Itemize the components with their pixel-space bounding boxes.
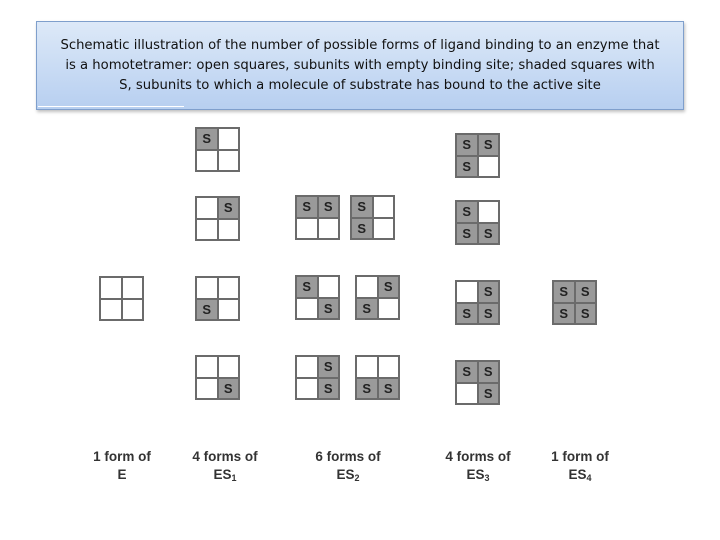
subunit-empty: [456, 383, 478, 405]
subunit-empty: [218, 219, 240, 241]
tetramer-es2-3: [295, 275, 340, 320]
subunit-bound: S: [296, 276, 318, 298]
subunit-empty: [378, 298, 400, 320]
subunit-bound: S: [575, 303, 597, 325]
subunit-empty: [196, 356, 218, 378]
subunit-bound: S: [196, 299, 218, 321]
subunit-bound: S: [478, 223, 500, 245]
tetramer-es1-3: [195, 276, 240, 321]
label-species-subscript: 2: [354, 473, 360, 483]
label-es3: [423, 448, 533, 487]
label-species-subscript: 4: [586, 473, 592, 483]
caption-box: [36, 21, 684, 110]
label-es1: [170, 448, 280, 487]
subunit-bound: S: [478, 361, 500, 383]
subunit-bound: S: [575, 281, 597, 303]
label-forms-count: 1 form of: [551, 449, 609, 464]
subunit-empty: [296, 298, 318, 320]
label-species: E: [117, 467, 127, 482]
label-species-subscript: 1: [231, 473, 237, 483]
subunit-empty: [100, 277, 122, 299]
label-e: [67, 448, 177, 484]
subunit-empty: [318, 218, 340, 240]
subunit-bound: S: [456, 303, 478, 325]
tetramer-es2-2: [350, 195, 395, 240]
tetramer-es4-1: [552, 280, 597, 325]
subunit-empty: [296, 356, 318, 378]
subunit-bound: S: [378, 378, 400, 400]
subunit-empty: [218, 150, 240, 172]
caption-text: Schematic illustration of the number of possible forms of ligand binding to an enzyme that is a homotetramer: open squares, subunits with empty binding site; shaded squares with S, subunits to which a molecule of substrate has bound to the active site: [60, 37, 660, 93]
tetramer-e-1: [99, 276, 144, 321]
label-species-subscript: 3: [484, 473, 490, 483]
label-forms-count: 4 forms of: [192, 449, 258, 464]
subunit-empty: [356, 276, 378, 298]
label-species: $ES_3$: [466, 467, 490, 483]
subunit-bound: S: [478, 281, 500, 303]
subunit-empty: [218, 299, 240, 321]
subunit-bound: S: [356, 378, 378, 400]
subunit-bound: S: [218, 378, 240, 400]
subunit-bound: S: [553, 303, 575, 325]
label-es4: [525, 448, 635, 487]
tetramer-es3-1: [455, 133, 500, 178]
subunit-empty: [122, 277, 144, 299]
subunit-empty: [196, 277, 218, 299]
subunit-bound: S: [456, 361, 478, 383]
tetramer-es1-1: [195, 127, 240, 172]
subunit-empty: [196, 378, 218, 400]
tetramer-es3-3: [455, 280, 500, 325]
subunit-bound: S: [378, 276, 400, 298]
subunit-bound: S: [478, 134, 500, 156]
tetramer-es3-4: [455, 360, 500, 405]
subunit-empty: [196, 150, 218, 172]
tetramer-es2-1: [295, 195, 340, 240]
subunit-bound: S: [196, 128, 218, 150]
subunit-bound: S: [318, 298, 340, 320]
subunit-bound: S: [356, 298, 378, 320]
subunit-bound: S: [456, 201, 478, 223]
subunit-empty: [478, 156, 500, 178]
subunit-empty: [218, 277, 240, 299]
subunit-bound: S: [351, 218, 373, 240]
subunit-empty: [218, 356, 240, 378]
subunit-empty: [378, 356, 400, 378]
subunit-empty: [196, 219, 218, 241]
label-forms-count: 1 form of: [93, 449, 151, 464]
subunit-bound: S: [351, 196, 373, 218]
subunit-empty: [296, 218, 318, 240]
subunit-bound: S: [478, 303, 500, 325]
subunit-bound: S: [456, 134, 478, 156]
subunit-empty: [318, 276, 340, 298]
subunit-bound: S: [296, 196, 318, 218]
subunit-empty: [218, 128, 240, 150]
caption-underline: [38, 106, 184, 107]
label-species: $ES_4$: [568, 467, 592, 483]
tetramer-es2-5: [295, 355, 340, 400]
subunit-bound: S: [218, 197, 240, 219]
subunit-empty: [356, 356, 378, 378]
subunit-bound: S: [553, 281, 575, 303]
subunit-empty: [196, 197, 218, 219]
label-es2: [293, 448, 403, 487]
subunit-bound: S: [318, 356, 340, 378]
label-forms-count: 4 forms of: [445, 449, 511, 464]
subunit-bound: S: [318, 196, 340, 218]
subunit-empty: [373, 196, 395, 218]
tetramer-es2-4: [355, 275, 400, 320]
subunit-bound: S: [456, 223, 478, 245]
subunit-empty: [456, 281, 478, 303]
tetramer-es2-6: [355, 355, 400, 400]
label-species: $ES_1$: [213, 467, 237, 483]
subunit-empty: [478, 201, 500, 223]
subunit-empty: [122, 299, 144, 321]
tetramer-es1-4: [195, 355, 240, 400]
label-species: $ES_2$: [336, 467, 360, 483]
tetramer-es3-2: [455, 200, 500, 245]
label-forms-count: 6 forms of: [315, 449, 381, 464]
subunit-empty: [373, 218, 395, 240]
subunit-empty: [296, 378, 318, 400]
subunit-empty: [100, 299, 122, 321]
subunit-bound: S: [318, 378, 340, 400]
subunit-bound: S: [478, 383, 500, 405]
tetramer-es1-2: [195, 196, 240, 241]
subunit-bound: S: [456, 156, 478, 178]
